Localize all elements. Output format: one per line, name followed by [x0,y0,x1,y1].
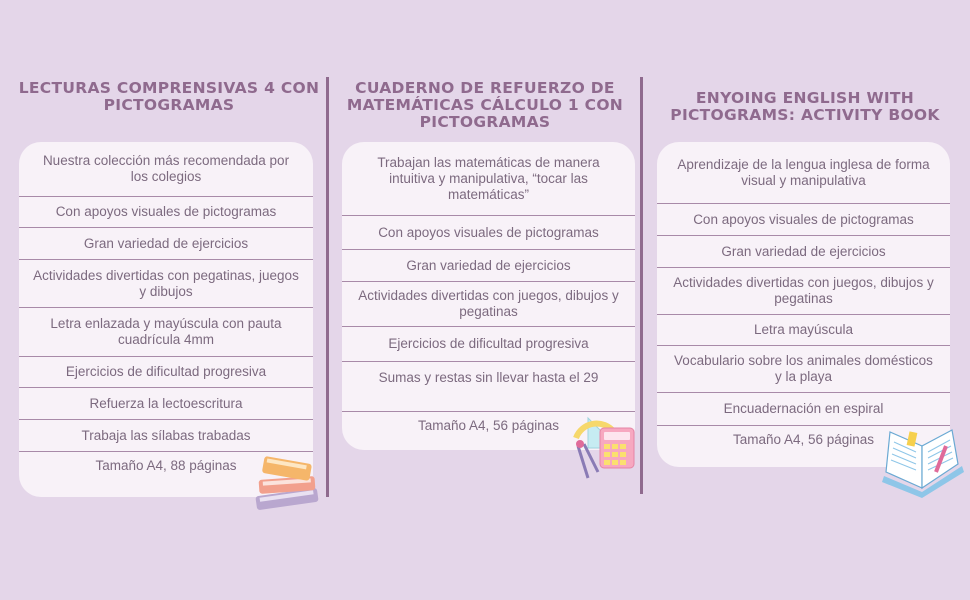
list-item: Nuestra colección más recomendada por los colegios [19,142,313,197]
column-3-title: ENYOING ENGLISH WITH PICTOGRAMS: ACTIVITY BOOK [670,89,940,124]
list-item: Encuadernación en espiral [657,393,950,426]
list-item: Gran variedad de ejercicios [657,236,950,268]
list-item: Tamaño A4, 56 páginas [732,432,875,447]
divider [326,77,329,497]
list-item: Gran variedad de ejercicios [19,228,313,260]
list-item: Gran variedad de ejercicios [342,250,635,282]
list-item: Con apoyos visuales de pictogramas [342,216,635,250]
list-item: Trabajan las matemáticas de manera intuitiva y manipulativa, “tocar las matemáticas” [342,142,635,216]
list-item: Con apoyos visuales de pictogramas [657,204,950,236]
list-item: Tamaño A4, 56 páginas [417,418,560,433]
list-item: Sumas y restas sin llevar hasta el 29 [342,362,635,412]
list-item: Trabaja las sílabas trabadas [19,420,313,452]
divider [640,77,643,494]
books-stack-icon [250,452,326,514]
list-item: Refuerza la lectoescritura [19,388,313,420]
list-item: Letra enlazada y mayúscula con pauta cuadrícula 4mm [19,308,313,357]
list-item: Actividades divertidas con juegos, dibujos y pegatinas [342,282,635,327]
column-1-card [19,142,313,497]
list-item: Con apoyos visuales de pictogramas [19,197,313,228]
column-2-card [342,142,635,450]
list-item: Tamaño A4, 88 páginas [95,458,237,473]
math-tools-icon [566,412,642,484]
list-item: Ejercicios de dificultad progresiva [342,327,635,362]
list-item: Vocabulario sobre los animales domésticos y la playa [657,346,950,393]
list-item: Actividades divertidas con juegos, dibujos y pegatinas [657,268,950,315]
list-item: Ejercicios de dificultad progresiva [19,357,313,388]
list-item: Actividades divertidas con pegatinas, juegos y dibujos [19,260,313,308]
column-3-card [657,142,950,467]
open-book-icon [878,426,968,506]
column-2-title: CUADERNO DE REFUERZO DE MATEMÁTICAS CÁLCULO 1 CON PICTOGRAMAS [346,79,624,131]
list-item: Letra mayúscula [657,315,950,346]
list-item: Aprendizaje de la lengua inglesa de forma visual y manipulativa [657,142,950,204]
column-1-title: LECTURAS COMPRENSIVAS 4 CON PICTOGRAMAS [18,79,320,114]
